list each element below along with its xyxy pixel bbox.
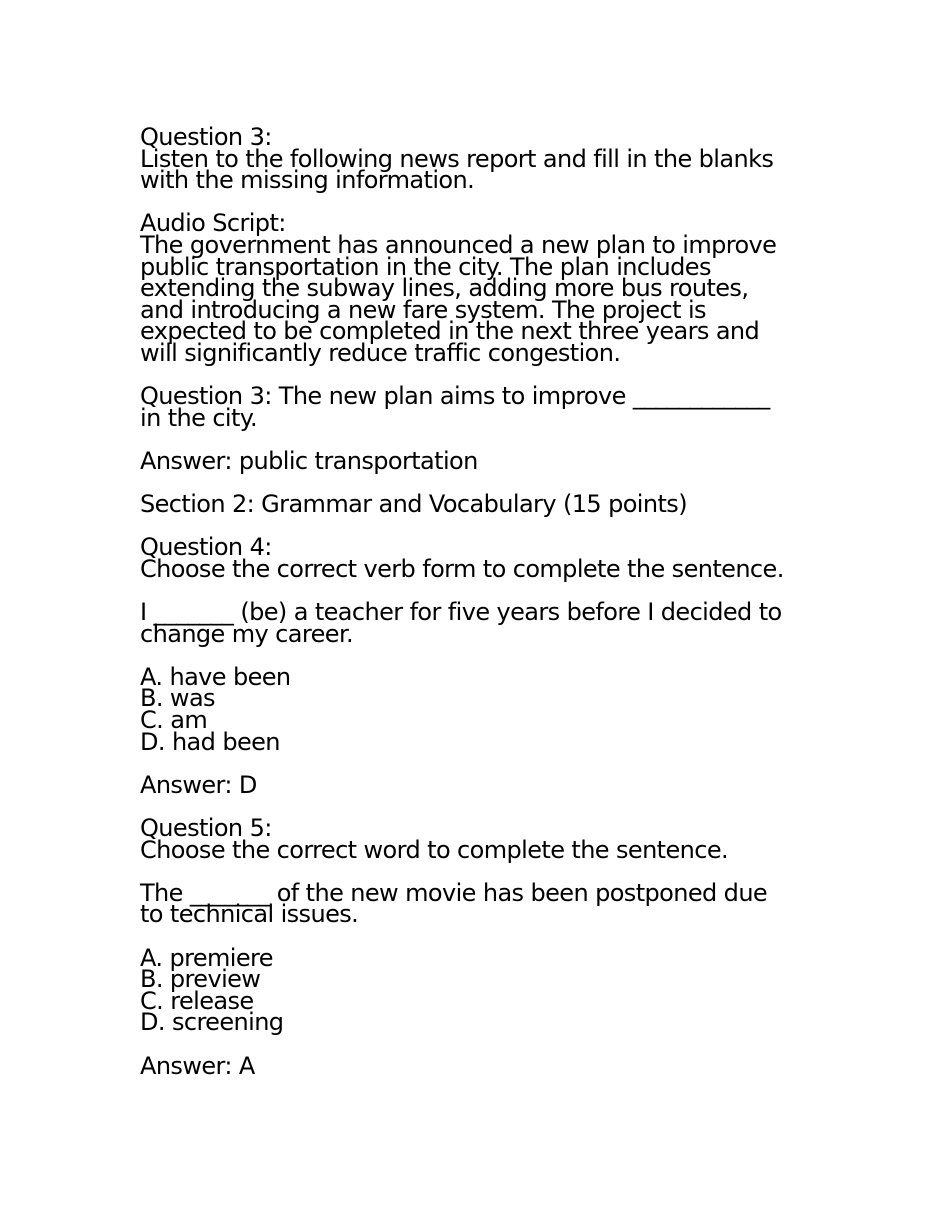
audio-script-line-5: expected to be completed in the next three years and xyxy=(140,317,760,346)
question-5-label: Question 5: xyxy=(140,814,272,842)
audio-script-line-4: and introducing a new fare system. The project is xyxy=(140,295,706,324)
question-4-answer-text: Answer: D xyxy=(140,770,257,799)
question-5-sentence-line-2: to technical issues. xyxy=(140,900,359,929)
question-5-option-a: A. premiere xyxy=(140,943,273,972)
audio-script xyxy=(140,209,820,367)
question-4-option-b: B. was xyxy=(140,684,215,713)
audio-script-line-1: The government has announced a new plan to improve xyxy=(140,230,777,259)
question-3-answer xyxy=(140,446,820,475)
question-5-sentence-line-1: The _______ of the new movie has been postponed due xyxy=(140,878,768,907)
audio-script-label: Audio Script: xyxy=(140,209,286,238)
question-4-intro xyxy=(140,533,820,583)
question-4-sentence xyxy=(140,598,820,648)
document-page xyxy=(140,123,820,1099)
section-2-heading-text: Section 2: Grammar and Vocabulary (15 points) xyxy=(140,490,687,519)
question-4-option-d: D. had been xyxy=(140,727,280,756)
question-5-options xyxy=(140,943,820,1037)
question-3-blank xyxy=(140,382,820,432)
question-3-intro xyxy=(140,123,820,195)
question-4-option-a: A. have been xyxy=(140,662,291,691)
question-4-options xyxy=(140,662,820,756)
question-5-option-b: B. preview xyxy=(140,965,261,994)
question-5-intro xyxy=(140,814,820,864)
question-4-option-c: C. am xyxy=(140,706,208,735)
question-5-option-d: D. screening xyxy=(140,1008,284,1037)
question-3-instruction-line-2: with the missing information. xyxy=(140,166,475,195)
question-5-sentence xyxy=(140,878,820,929)
question-5-answer-text: Answer: A xyxy=(140,1051,255,1080)
question-5-option-c: C. release xyxy=(140,986,254,1015)
question-3-instruction-line-1: Listen to the following news report and fill in the blanks xyxy=(140,144,774,173)
question-4-label: Question 4: xyxy=(140,533,272,562)
question-3-label: Question 3: xyxy=(140,123,272,151)
question-5-answer xyxy=(140,1051,820,1080)
question-4-sentence-line-2: change my career. xyxy=(140,619,354,648)
question-3-blank-line-1: Question 3: The new plan aims to improve ____________ xyxy=(140,382,770,411)
section-2-heading xyxy=(140,490,820,519)
question-3-answer-text: Answer: public transportation xyxy=(140,446,478,475)
question-4-sentence-line-1: I _______ (be) a teacher for five years before I decided to xyxy=(140,598,782,627)
question-5-instruction: Choose the correct word to complete the sentence. xyxy=(140,835,729,864)
audio-script-line-3: extending the subway lines, adding more bus routes, xyxy=(140,274,749,303)
question-3-blank-line-2: in the city. xyxy=(140,403,258,432)
question-4-answer xyxy=(140,770,820,799)
audio-script-line-2: public transportation in the city. The plan includes xyxy=(140,252,711,281)
audio-script-line-6: will significantly reduce traffic congestion. xyxy=(140,338,621,367)
question-4-instruction: Choose the correct verb form to complete the sentence. xyxy=(140,554,784,583)
